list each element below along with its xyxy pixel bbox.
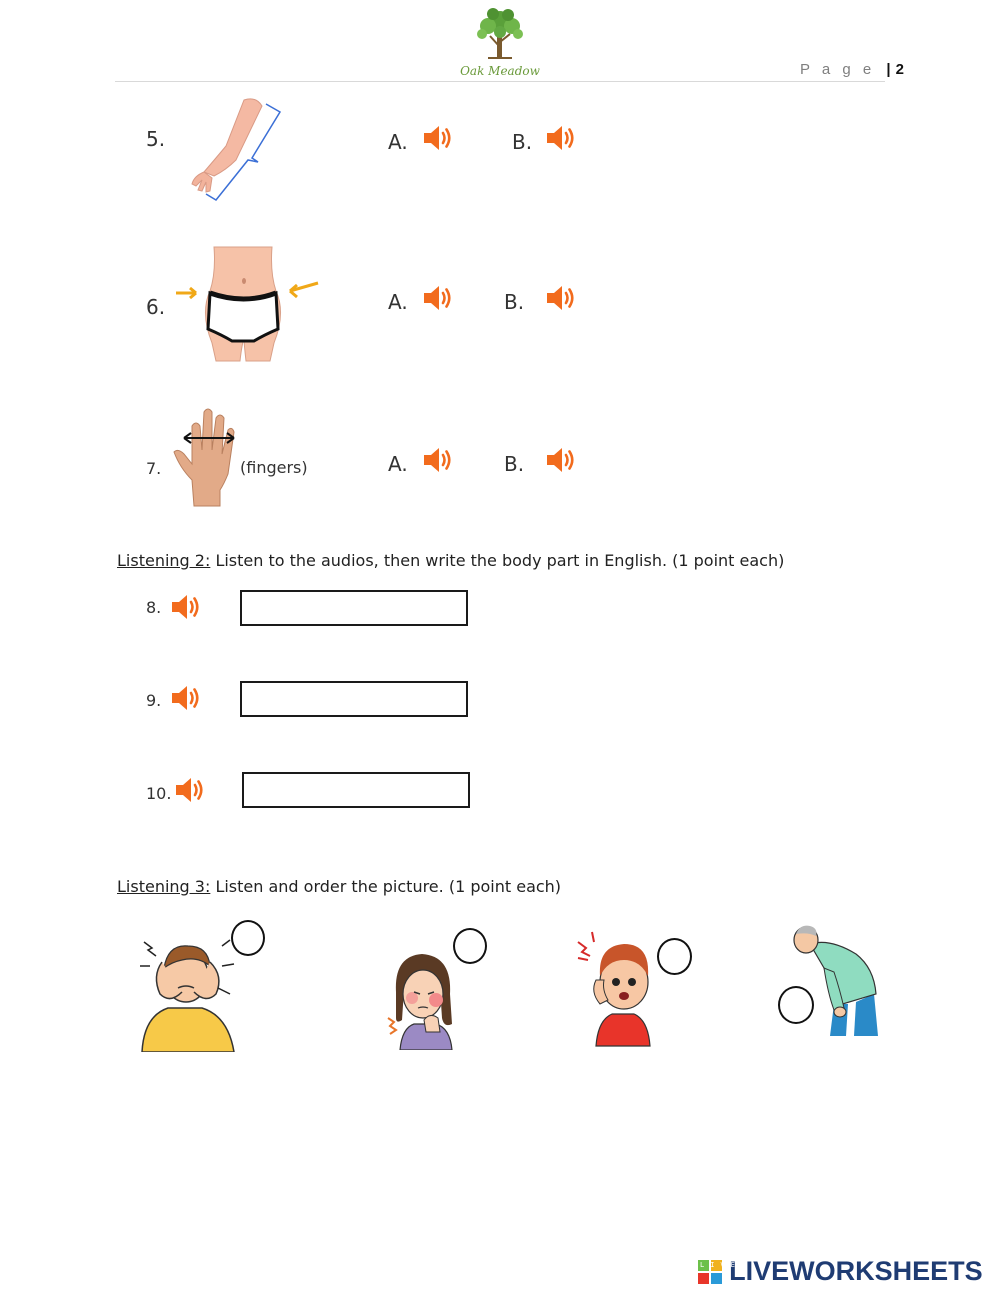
question-number: 5. [146, 127, 166, 151]
speaker-icon[interactable] [422, 123, 454, 153]
speaker-icon[interactable] [545, 445, 577, 475]
knee-pain-picture [790, 924, 882, 1040]
question-number: 6. [146, 295, 166, 319]
arm-picture [186, 96, 286, 206]
section-heading-listening-3 [117, 877, 561, 896]
order-circle[interactable] [231, 920, 265, 956]
earache-image [576, 930, 658, 1048]
logo-text: Oak Meadow [460, 64, 540, 78]
option-label: B. [504, 290, 525, 314]
option-label: A. [388, 290, 408, 314]
option-label: B. [512, 130, 533, 154]
section-title: Listening 2: [117, 551, 211, 570]
section-instruction: Listen to the audios, then write the body part in English. (1 point each) [210, 551, 785, 570]
page-number: 2 [895, 61, 904, 78]
liveworksheets-logo [698, 1256, 983, 1287]
hand-picture [172, 404, 238, 512]
brand-text: LIVEWORKSHEETS [729, 1256, 983, 1286]
option-label: A. [388, 130, 408, 154]
live-badge-letters: LIVE [700, 1260, 741, 1269]
live-badge-icon [698, 1260, 741, 1284]
headache-image [138, 932, 242, 1052]
answer-input[interactable] [240, 681, 468, 717]
toothache-picture [386, 948, 460, 1054]
speaker-icon[interactable] [422, 283, 454, 313]
speaker-icon[interactable] [170, 683, 202, 713]
toothache-image [386, 948, 460, 1050]
hand-image [172, 404, 238, 508]
answer-input[interactable] [242, 772, 470, 808]
speaker-icon[interactable] [545, 123, 577, 153]
answer-input[interactable] [240, 590, 468, 626]
hips-image [174, 243, 322, 363]
section-instruction: Listen and order the picture. (1 point each) [210, 877, 562, 896]
page-label: P a g e [800, 61, 876, 78]
logo [460, 6, 540, 78]
question-number: 7. [146, 459, 162, 478]
hint-text: (fingers) [240, 458, 308, 477]
arm-image [186, 96, 286, 202]
earache-picture [576, 930, 658, 1052]
question-number: 9. [146, 691, 162, 710]
option-label: B. [504, 452, 525, 476]
order-circle[interactable] [453, 928, 487, 964]
question-number: 10. [146, 784, 172, 803]
page-indicator [800, 59, 904, 78]
order-circle[interactable] [778, 986, 814, 1024]
headache-picture [138, 932, 242, 1056]
speaker-icon[interactable] [545, 283, 577, 313]
order-circle[interactable] [657, 938, 692, 975]
section-heading-listening-2 [117, 551, 784, 570]
page-separator: | [886, 61, 891, 78]
hips-picture [174, 243, 322, 367]
option-label: A. [388, 452, 408, 476]
question-number: 8. [146, 598, 162, 617]
speaker-icon[interactable] [422, 445, 454, 475]
tree-logo-icon [460, 6, 540, 62]
header-divider [115, 81, 885, 82]
section-title: Listening 3: [117, 877, 211, 896]
speaker-icon[interactable] [170, 592, 202, 622]
speaker-icon[interactable] [174, 775, 206, 805]
